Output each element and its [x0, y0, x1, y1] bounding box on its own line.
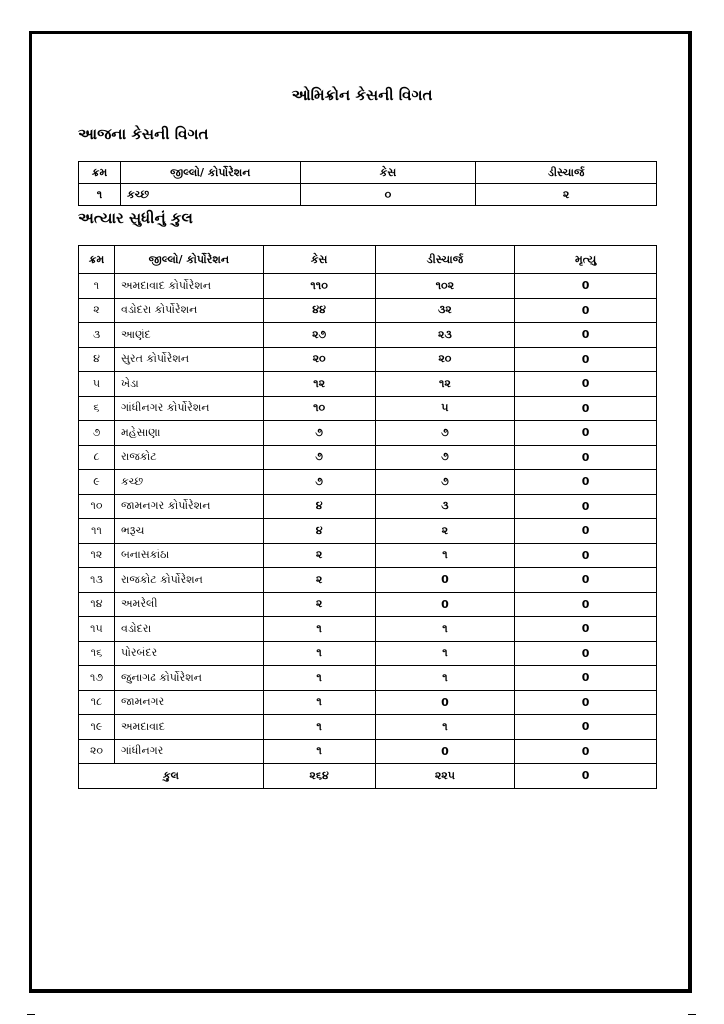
row-cases: ૪૪: [263, 298, 375, 323]
row-discharge: ૧: [375, 617, 515, 642]
table-row: [79, 494, 657, 519]
row-serial: ૨: [79, 298, 115, 323]
row-deaths: 0: [515, 543, 657, 568]
row-discharge: ૧૦૨: [375, 274, 515, 299]
table-header-row: [79, 246, 657, 274]
column-header: ક્રમ: [79, 246, 115, 274]
table-row: [79, 323, 657, 348]
row-deaths: 0: [515, 715, 657, 740]
row-discharge: ૨૩: [375, 323, 515, 348]
row-serial: ૮: [79, 445, 115, 470]
row-district: અમદાવાદ: [114, 715, 263, 740]
row-serial: ૧૭: [79, 666, 115, 691]
row-district: વડોદરા કોર્પોરેશન: [114, 298, 263, 323]
row-deaths: 0: [515, 396, 657, 421]
row-district: અમદાવાદ કોર્પોરેશન: [114, 274, 263, 299]
row-deaths: 0: [515, 690, 657, 715]
row-discharge: ૨૦: [375, 347, 515, 372]
table-row: [79, 617, 657, 642]
row-cases: ૨: [263, 568, 375, 593]
row-cases: ૧: [263, 617, 375, 642]
row-cases: ૨: [263, 592, 375, 617]
table-row: [79, 666, 657, 691]
row-serial: ૯: [79, 470, 115, 495]
column-header: જીલ્લો/ કોર્પોરેશન: [114, 246, 263, 274]
row-district: કચ્છ: [120, 184, 300, 206]
total-label: કુલ: [79, 764, 264, 789]
today-section-heading: આજના કેસની વિગત: [78, 125, 209, 143]
column-header: મૃત્યુ: [515, 246, 657, 274]
row-district: ખેડા: [114, 372, 263, 397]
row-deaths: 0: [515, 372, 657, 397]
row-deaths: 0: [515, 568, 657, 593]
page-corner-mark: [27, 1014, 35, 1018]
row-district: રાજકોટ કોર્પોરેશન: [114, 568, 263, 593]
column-header: જીલ્લો/ કોર્પોરેશન: [120, 162, 300, 184]
row-discharge: ૫: [375, 396, 515, 421]
row-serial: ૧: [79, 274, 115, 299]
row-deaths: 0: [515, 470, 657, 495]
table-row: [79, 592, 657, 617]
table-row: [79, 568, 657, 593]
row-discharge: ૭: [375, 445, 515, 470]
row-cases: ૪: [263, 519, 375, 544]
row-district: ભરૂચ: [114, 519, 263, 544]
row-discharge: ૨: [476, 184, 657, 206]
row-deaths: 0: [515, 592, 657, 617]
row-deaths: 0: [515, 323, 657, 348]
row-cases: ૪: [263, 494, 375, 519]
table-row: [79, 184, 657, 206]
row-cases: ૧૧૦: [263, 274, 375, 299]
row-cases: ૧: [263, 641, 375, 666]
row-discharge: ૧: [375, 666, 515, 691]
row-deaths: 0: [515, 641, 657, 666]
row-discharge: ૭: [375, 421, 515, 446]
row-discharge: 0: [375, 690, 515, 715]
page-corner-mark: [688, 1014, 696, 1018]
cumulative-cases-table: [78, 245, 657, 789]
table-row: [79, 274, 657, 299]
column-header: કેસ: [300, 162, 476, 184]
row-cases: ૭: [263, 421, 375, 446]
table-row: [79, 641, 657, 666]
row-district: સુરત કોર્પોરેશન: [114, 347, 263, 372]
row-cases: ૨૦: [263, 347, 375, 372]
row-discharge: ૧: [375, 715, 515, 740]
row-district: કચ્છ: [114, 470, 263, 495]
row-serial: ૩: [79, 323, 115, 348]
table-row: [79, 543, 657, 568]
row-serial: ૧૦: [79, 494, 115, 519]
row-cases: ૦: [300, 184, 476, 206]
column-header: ક્રમ: [79, 162, 121, 184]
column-header: કેસ: [263, 246, 375, 274]
row-cases: ૭: [263, 470, 375, 495]
table-row: [79, 396, 657, 421]
row-serial: ૭: [79, 421, 115, 446]
total-cases: ૨૬૪: [263, 764, 375, 789]
row-serial: ૪: [79, 347, 115, 372]
table-row: [79, 519, 657, 544]
table-row: [79, 445, 657, 470]
row-district: જામનગર કોર્પોરેશન: [114, 494, 263, 519]
total-row: [79, 764, 657, 789]
table-row: [79, 298, 657, 323]
row-district: રાજકોટ: [114, 445, 263, 470]
table-row: [79, 715, 657, 740]
row-discharge: ૭: [375, 470, 515, 495]
row-serial: ૧૪: [79, 592, 115, 617]
row-discharge: ૩૨: [375, 298, 515, 323]
row-cases: ૧: [263, 739, 375, 764]
page-title: ઓમિક્રોન કેસની વિગત: [291, 86, 433, 104]
row-district: પોરબંદર: [114, 641, 263, 666]
row-serial: ૧૮: [79, 690, 115, 715]
total-discharge: ૨૨૫: [375, 764, 515, 789]
column-header: ડીસ્ચાર્જ: [476, 162, 657, 184]
row-deaths: 0: [515, 421, 657, 446]
row-deaths: 0: [515, 347, 657, 372]
row-serial: ૧૬: [79, 641, 115, 666]
row-discharge: ૩: [375, 494, 515, 519]
total-section-heading: અત્યાર સુધીનું કુલ: [78, 209, 193, 227]
row-discharge: 0: [375, 568, 515, 593]
row-deaths: 0: [515, 445, 657, 470]
table-row: [79, 690, 657, 715]
row-deaths: 0: [515, 494, 657, 519]
table-row: [79, 372, 657, 397]
column-header: ડીસ્ચાર્જ: [375, 246, 515, 274]
row-discharge: ૧: [375, 641, 515, 666]
row-district: ગાંધીનગર: [114, 739, 263, 764]
row-serial: ૧૫: [79, 617, 115, 642]
row-cases: ૧૦: [263, 396, 375, 421]
row-deaths: 0: [515, 617, 657, 642]
table-row: [79, 347, 657, 372]
row-district: ગાંધીનગર કોર્પોરેશન: [114, 396, 263, 421]
row-serial: ૧૩: [79, 568, 115, 593]
row-deaths: 0: [515, 519, 657, 544]
row-discharge: 0: [375, 739, 515, 764]
row-cases: ૨: [263, 543, 375, 568]
row-serial: ૧૯: [79, 715, 115, 740]
row-discharge: ૨: [375, 519, 515, 544]
row-serial: ૬: [79, 396, 115, 421]
row-cases: ૨૭: [263, 323, 375, 348]
table-header-row: [79, 162, 657, 184]
row-serial: ૫: [79, 372, 115, 397]
total-deaths: 0: [515, 764, 657, 789]
row-district: બનાસકાંઠા: [114, 543, 263, 568]
table-row: [79, 470, 657, 495]
row-district: જુનાગઢ કોર્પોરેશન: [114, 666, 263, 691]
row-serial: ૧૨: [79, 543, 115, 568]
row-cases: ૧૨: [263, 372, 375, 397]
row-district: મહેસાણા: [114, 421, 263, 446]
row-discharge: ૧: [375, 543, 515, 568]
row-district: વડોદરા: [114, 617, 263, 642]
row-serial: ૨૦: [79, 739, 115, 764]
row-serial: ૧: [79, 184, 121, 206]
row-deaths: 0: [515, 739, 657, 764]
row-cases: ૧: [263, 690, 375, 715]
row-serial: ૧૧: [79, 519, 115, 544]
row-discharge: 0: [375, 592, 515, 617]
row-district: આણંદ: [114, 323, 263, 348]
row-deaths: 0: [515, 274, 657, 299]
row-deaths: 0: [515, 298, 657, 323]
table-row: [79, 739, 657, 764]
row-district: જામનગર: [114, 690, 263, 715]
row-district: અમરેલી: [114, 592, 263, 617]
row-deaths: 0: [515, 666, 657, 691]
today-cases-table: [78, 161, 657, 206]
row-discharge: ૧૨: [375, 372, 515, 397]
row-cases: ૧: [263, 666, 375, 691]
row-cases: ૭: [263, 445, 375, 470]
row-cases: ૧: [263, 715, 375, 740]
table-row: [79, 421, 657, 446]
